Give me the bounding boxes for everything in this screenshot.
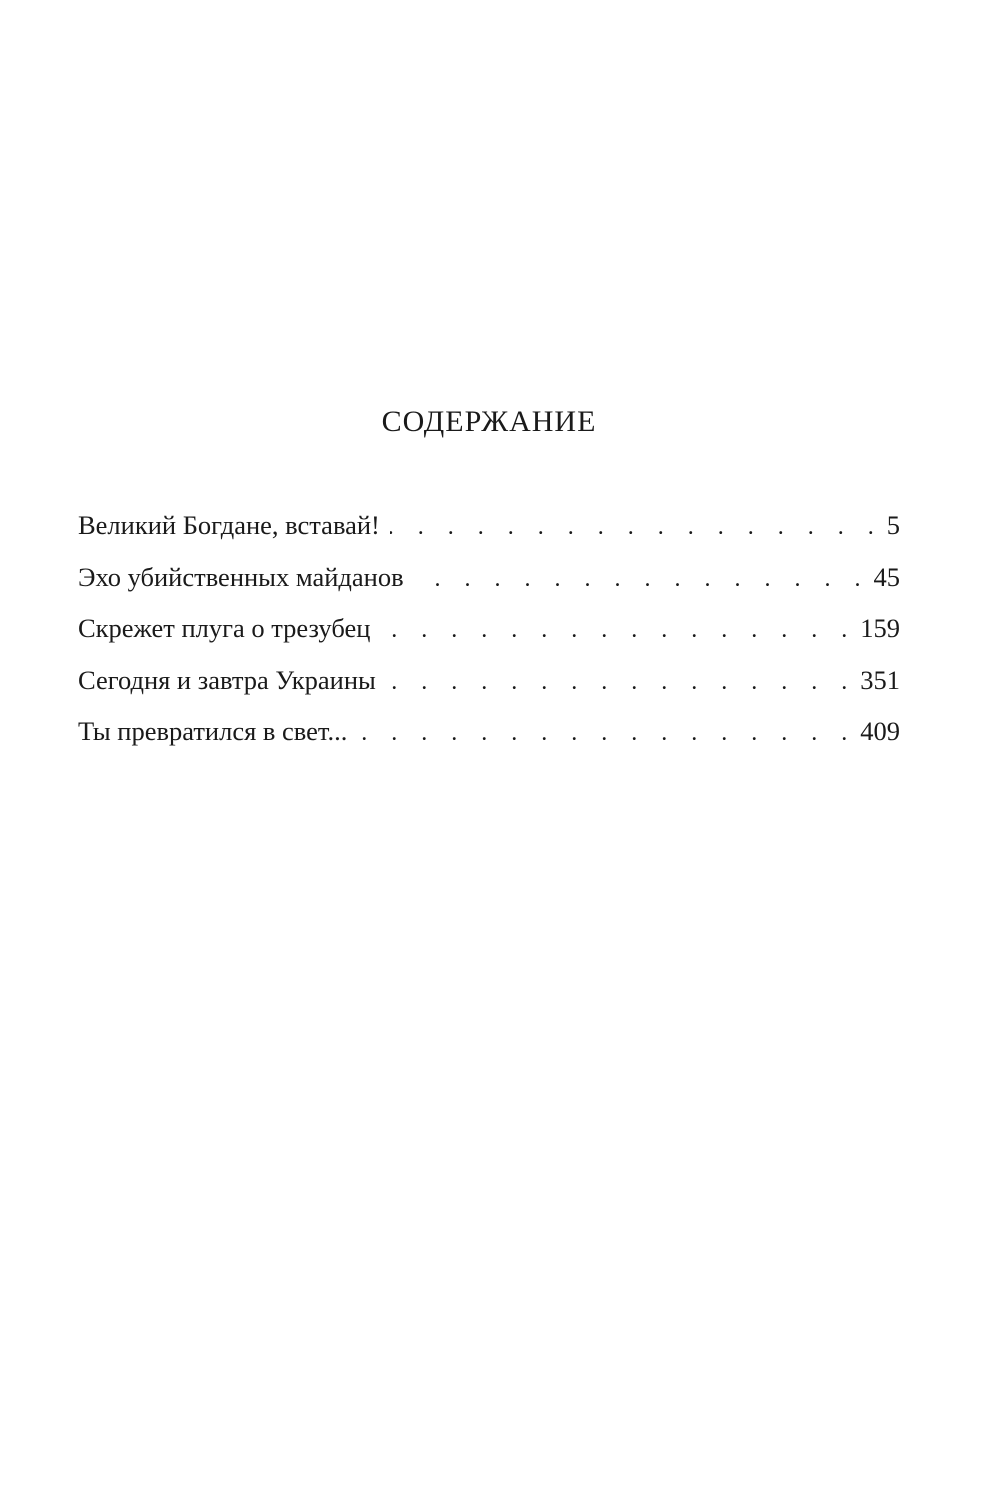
toc-entry-title: Сегодня и завтра Украины — [78, 664, 376, 695]
toc-entry — [78, 552, 900, 604]
toc-entry-title: Эхо убийственных майданов — [78, 561, 404, 592]
toc-page-number: 45 — [873, 561, 900, 592]
toc-page-number: 351 — [860, 664, 900, 695]
dot-leader — [380, 605, 856, 657]
toc-entry — [78, 500, 900, 552]
contents-heading: СОДЕРЖАНИЕ — [381, 405, 597, 438]
dot-leader — [390, 502, 883, 554]
toc-entry-title: Скрежет плуга о трезубец — [78, 613, 371, 643]
toc-entry — [78, 655, 900, 707]
dot-leader — [357, 708, 856, 760]
toc-page-number: 409 — [860, 716, 900, 746]
toc-entry — [78, 603, 900, 655]
toc-entry-title: Ты превратился в свет... — [78, 716, 348, 746]
table-of-contents — [78, 500, 900, 758]
dot-leader — [386, 657, 856, 709]
toc-entry-title: Великий Богдане, вставай! — [78, 510, 380, 540]
dot-leader — [414, 554, 870, 606]
toc-entry — [78, 706, 900, 758]
toc-page-number: 159 — [860, 613, 900, 643]
toc-page-number: 5 — [886, 510, 900, 540]
